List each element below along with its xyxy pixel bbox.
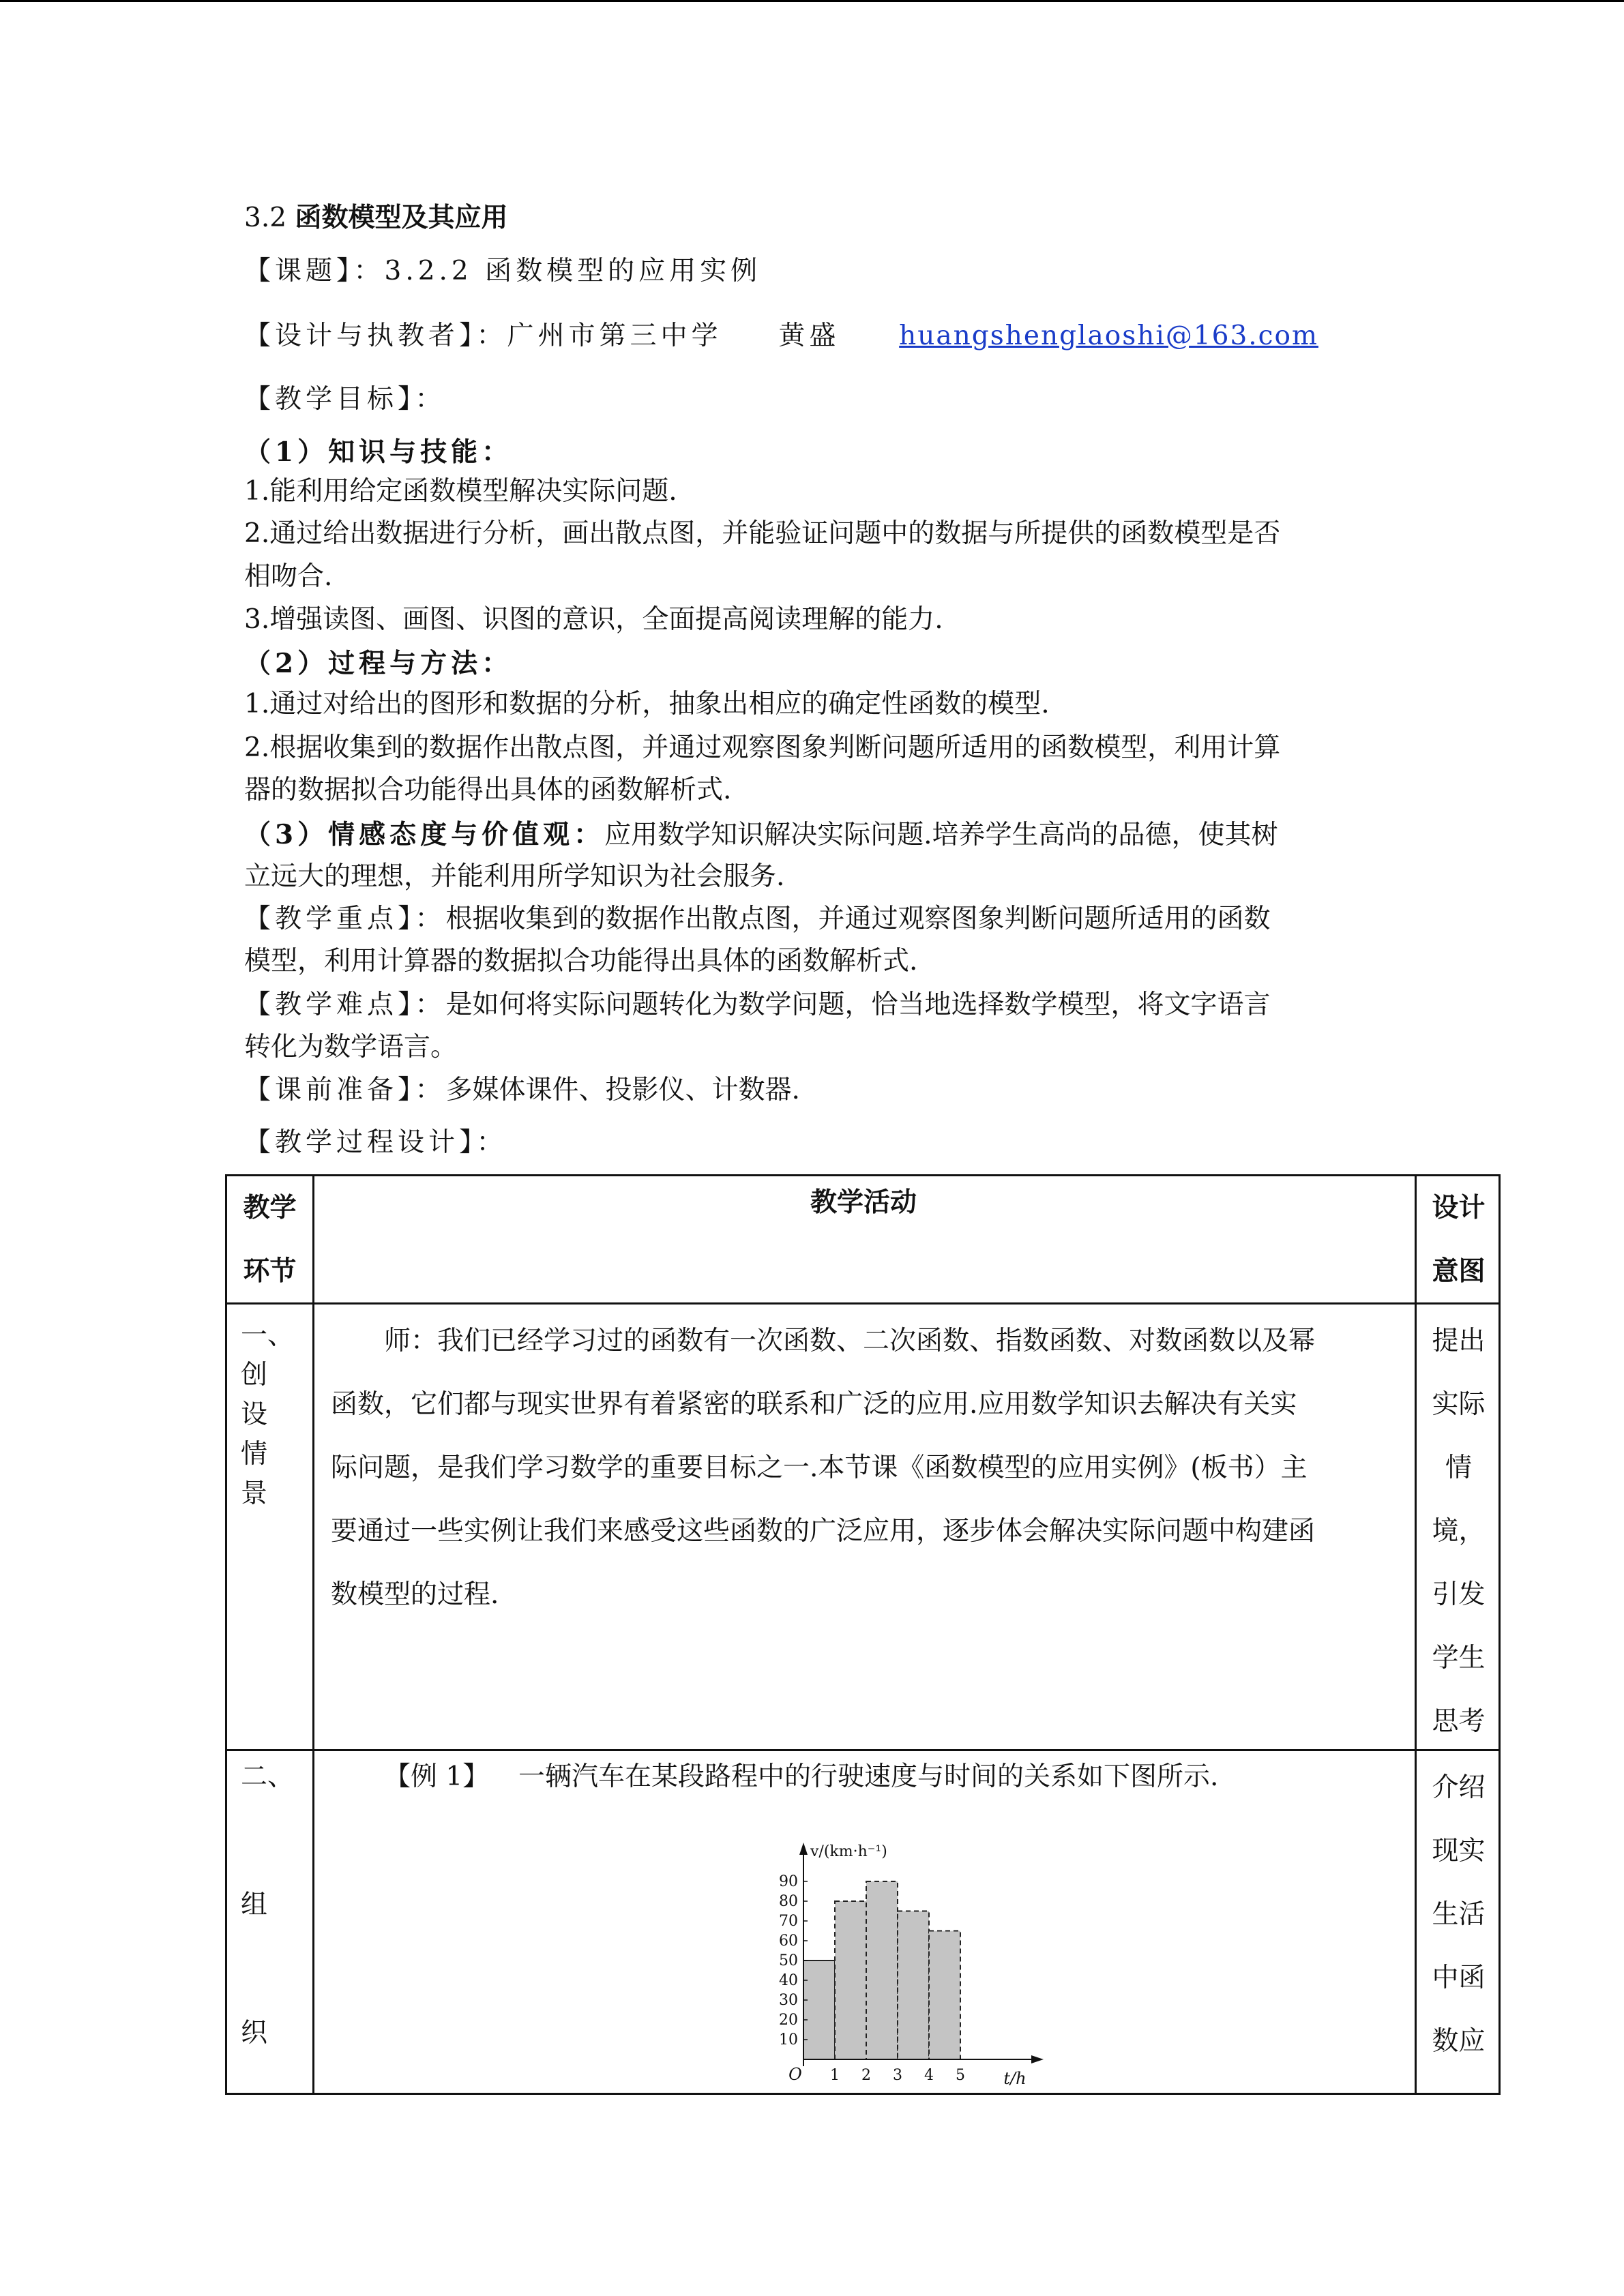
preparation-label: 【课前准备】：: [244, 1075, 446, 1105]
y-tick-label: 40: [779, 1972, 798, 1989]
teaching-process-table: [225, 1174, 1501, 2095]
example-1-text: 一辆汽车在某段路程中的行驶速度与时间的关系如下图所示.: [518, 1761, 1219, 1792]
y-axis-arrow: [799, 1843, 808, 1855]
attitude-line: [244, 817, 1278, 853]
knowledge-heading: （1）知识与技能：: [244, 436, 513, 468]
section-heading: 3.2 函数模型及其应用: [244, 202, 508, 233]
top-border-line: [0, 0, 1624, 2]
header-purpose: 设计 意图: [1432, 1192, 1486, 1287]
speed-time-chart: [739, 1807, 1052, 2093]
attitude-heading: （3）情感态度与价值观：: [244, 819, 605, 850]
row1-activity-text: 师：我们已经学习过的函数有一次函数、二次函数、指数函数、对数函数以及幂 函数，它们都与现实世界有着紧密的联系和广泛的应用.应用数学知识去解决有关实 际问题，是我们学习数学的重要目标之一.本节课《函数模型的应用实例》(板书）主 要通过一些实例让我们来感受这些函数的广泛应用，逐步体会解决实际问题中构建函 数模型的过程.: [331, 1326, 1316, 1610]
bar: [835, 1901, 866, 2059]
key-points-label: 【教学重点】：: [244, 904, 446, 934]
attitude-text-cont: 立远大的理想，并能利用所学知识为社会服务.: [244, 861, 785, 892]
designer-school: 广州市第三中学: [507, 320, 722, 351]
example-1: [384, 1759, 1407, 1795]
key-points-text: 根据收集到的数据作出散点图，并通过观察图象判断问题所适用的函数: [445, 904, 1271, 934]
table-divider: [227, 1302, 1498, 1304]
x-tick-label: 4: [924, 2067, 934, 2084]
difficulties-label: 【教学难点】：: [244, 989, 446, 1020]
x-axis-label: t/h: [1003, 2069, 1027, 2088]
knowledge-item: 相吻合.: [244, 561, 333, 592]
preparation-line: [244, 1073, 800, 1108]
y-tick-label: 20: [779, 2012, 798, 2029]
header-activity: 教学活动: [810, 1187, 917, 1218]
table-divider: [227, 1749, 1498, 1751]
process-design-label: 【教学过程设计】：: [244, 1127, 507, 1158]
key-points-line: [244, 901, 1271, 937]
row1-purpose: 提出 实际 情 境， 引发 学生 思考: [1432, 1326, 1486, 1737]
x-tick-label: 2: [861, 2067, 871, 2084]
bar: [929, 1931, 960, 2060]
y-tick-label: 90: [779, 1873, 798, 1890]
y-tick-label: 80: [779, 1893, 798, 1910]
x-axis-arrow: [1031, 2055, 1044, 2063]
designer-line: [244, 318, 1318, 354]
table-divider: [312, 1176, 314, 2093]
lesson-title: [244, 254, 761, 289]
y-tick-label: 30: [779, 1992, 798, 2009]
bar: [803, 1960, 835, 2059]
key-points-text-cont: 模型，利用计算器的数据拟合功能得出具体的函数解析式.: [244, 946, 918, 976]
lesson-value: 3.2.2 函数模型的应用实例: [384, 256, 762, 286]
bar: [866, 1881, 898, 2059]
difficulties-line: [244, 987, 1271, 1023]
x-tick-label: 1: [830, 2067, 840, 2084]
x-tick-label: 5: [956, 2067, 965, 2084]
process-item: 器的数据拟合功能得出具体的函数解析式.: [244, 775, 732, 805]
bar: [898, 1911, 929, 2060]
difficulties-text: 是如何将实际问题转化为数学问题，恰当地选择数学模型，将文字语言: [445, 989, 1271, 1020]
knowledge-item: 1.能利用给定函数模型解决实际问题.: [244, 476, 677, 507]
preparation-text: 多媒体课件、投影仪、计数器.: [445, 1075, 800, 1105]
y-axis-label: v/(km·h⁻¹): [810, 1843, 887, 1860]
objectives-label: 【教学目标】：: [244, 384, 446, 415]
row2-stage: 二、 组 织: [241, 1761, 295, 2048]
knowledge-item: 3.增强读图、画图、识图的意识，全面提高阅读理解的能力.: [244, 604, 943, 635]
difficulties-text-cont: 转化为数学语言。: [244, 1032, 458, 1062]
y-tick-label: 60: [779, 1933, 798, 1950]
row1-stage: 一、 创 设 情 景: [241, 1320, 295, 1509]
x-tick-label: 3: [893, 2067, 902, 2084]
origin-label: O: [788, 2065, 802, 2084]
designer-label: 【设计与执教者】：: [244, 320, 507, 351]
process-heading: （2）过程与方法：: [244, 648, 513, 679]
header-stage: 教学 环节: [243, 1192, 297, 1287]
knowledge-item: 2.通过给出数据进行分析，画出散点图，并能验证问题中的数据与所提供的函数模型是否: [244, 518, 1281, 549]
example-1-label: 【例 1】: [384, 1761, 490, 1792]
process-item: 2.根据收集到的数据作出散点图，并通过观察图象判断问题所适用的函数模型，利用计算: [244, 732, 1281, 763]
lesson-label: 【课题】：: [244, 256, 385, 286]
designer-email-link[interactable]: huangshenglaoshi@163.com: [899, 320, 1318, 351]
row2-purpose: 介绍 现实 生活 中函 数应: [1432, 1772, 1486, 2057]
y-tick-label: 50: [779, 1952, 798, 1969]
y-tick-label: 70: [779, 1913, 798, 1930]
y-tick-label: 10: [779, 2031, 798, 2048]
designer-name: 黄盛: [778, 320, 840, 351]
process-item: 1.通过对给出的图形和数据的分析，抽象出相应的确定性函数的模型.: [244, 689, 1050, 719]
attitude-text: 应用数学知识解决实际问题.培养学生高尚的品德，使其树: [604, 820, 1278, 850]
